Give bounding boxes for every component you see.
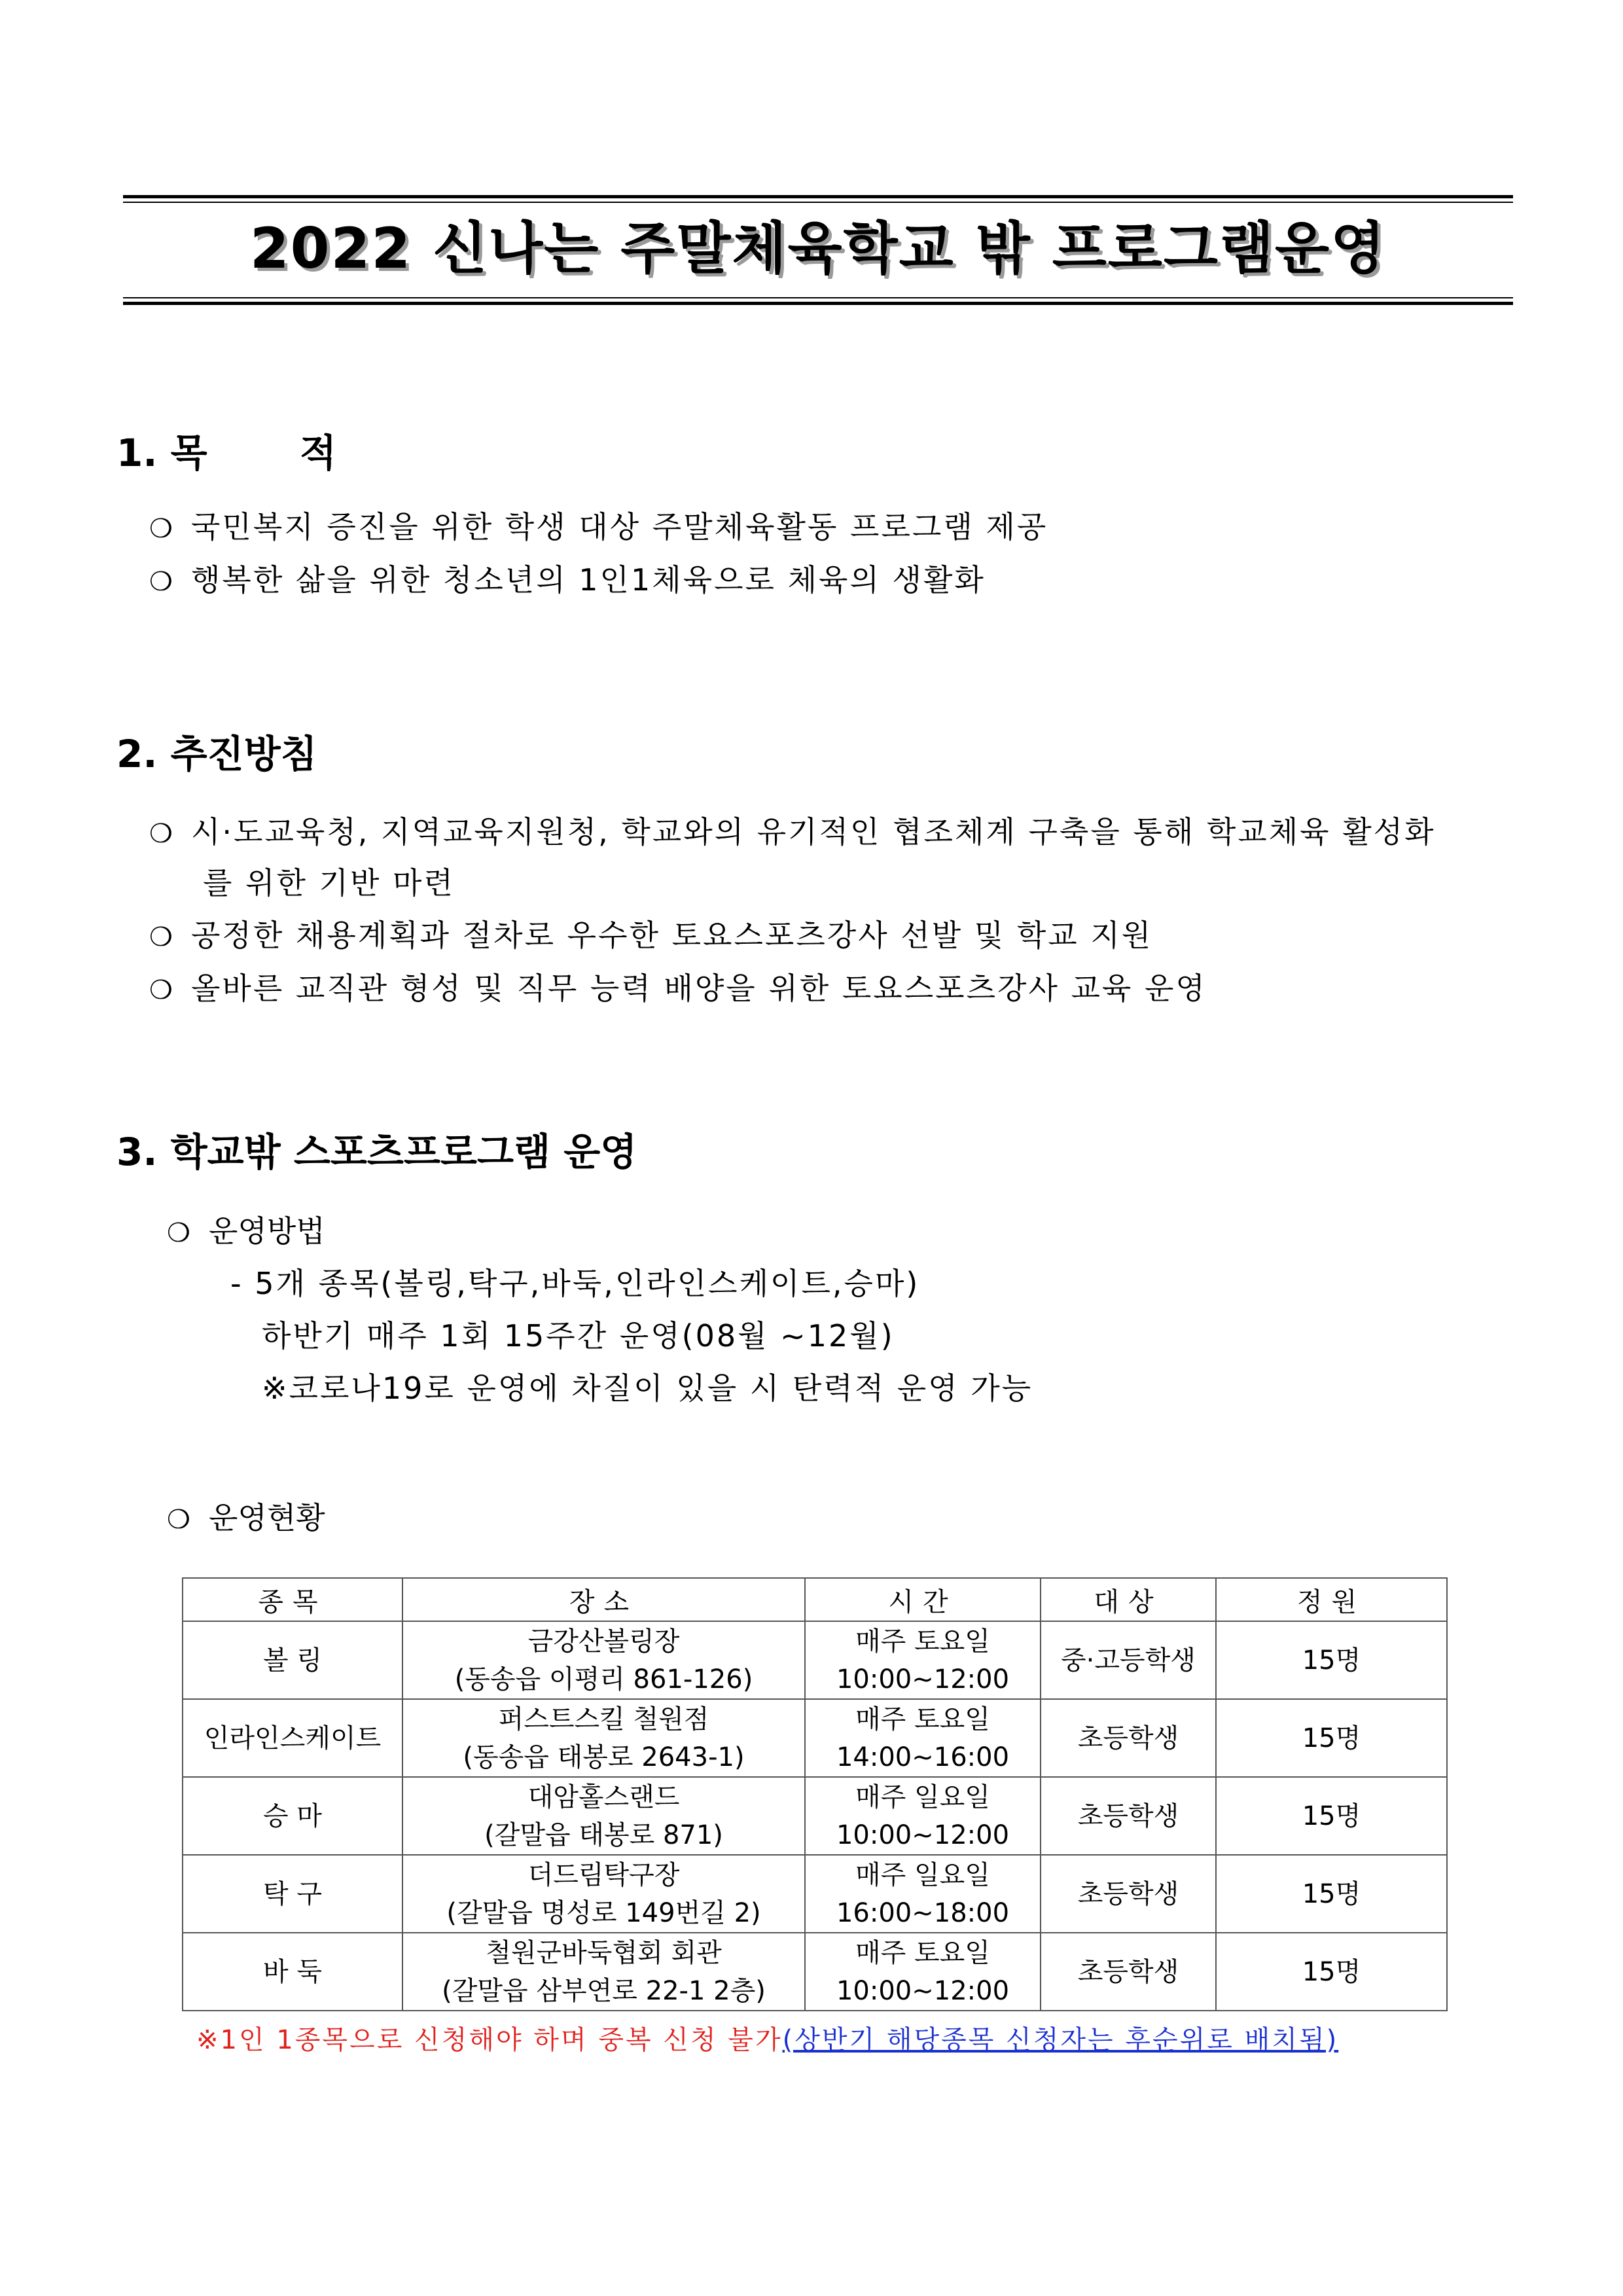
title-bottom-rule-thin — [123, 297, 1513, 298]
circle-bullet-icon: ❍ — [149, 975, 175, 1005]
section-heading-program: 3. 학교밖 스포츠프로그램 운영 — [116, 1130, 637, 1174]
cell-event: 인라인스케이트 — [183, 1699, 402, 1777]
method-label-text: 운영방법 — [209, 1213, 325, 1249]
cell-capacity: 15명 — [1216, 1855, 1447, 1933]
place-name: 철원군바둑협회 회관 — [486, 1937, 722, 1968]
cell-place — [402, 1933, 805, 2011]
schedule-day: 매주 토요일 — [855, 1626, 990, 1657]
section-heading-purpose: 1. 목 적 — [116, 431, 336, 475]
section-heading-policy: 2. 추진방침 — [116, 732, 317, 776]
schedule-day: 매주 일요일 — [855, 1859, 990, 1890]
status-label — [167, 1496, 325, 1541]
cell-place — [402, 1855, 805, 1933]
purpose-bullet-1 — [149, 505, 1048, 550]
bullet-text: 국민복지 증진을 위한 학생 대상 주말체육활동 프로그램 제공 — [191, 509, 1048, 545]
method-line-1: - 5개 종목(볼링,탁구,바둑,인라인스케이트,승마) — [230, 1266, 920, 1301]
title-bottom-rule-thick — [123, 302, 1513, 305]
schedule-day: 매주 일요일 — [855, 1782, 990, 1812]
page-title: 2022 신나는 주말체육학교 밖 프로그램운영 — [249, 216, 1387, 281]
title-top-rule-thick — [123, 195, 1513, 198]
cell-time — [805, 1933, 1041, 2011]
bullet-text: 공정한 채용계획과 절차로 우수한 토요스포츠강사 선발 및 학교 지원 — [191, 918, 1153, 953]
circle-bullet-icon: ❍ — [149, 819, 175, 849]
cell-capacity: 15명 — [1216, 1777, 1447, 1855]
cell-target: 초등학생 — [1041, 1699, 1216, 1777]
table-row — [183, 1621, 1447, 1699]
circle-bullet-icon: ❍ — [167, 1218, 190, 1248]
method-line-3: ※코로나19로 운영에 차질이 있을 시 탄력적 운영 가능 — [262, 1371, 1033, 1406]
cell-place — [402, 1699, 805, 1777]
bullet-text: 행복한 삶을 위한 청소년의 1인1체육으로 체육의 생활화 — [191, 562, 986, 598]
cell-place — [402, 1621, 805, 1699]
place-name: 대암홀스랜드 — [527, 1782, 680, 1812]
schedule-time: 10:00~12:00 — [836, 1975, 1010, 2006]
schedule-day: 매주 토요일 — [855, 1937, 990, 1968]
circle-bullet-icon: ❍ — [149, 922, 175, 952]
header-place: 장소 — [402, 1578, 805, 1621]
place-name: 금강산볼링장 — [527, 1626, 680, 1657]
method-label — [167, 1210, 325, 1255]
bullet-text: 시·도교육청, 지역교육지원청, 학교와의 유기적인 협조체계 구축을 통해 학교체육 활성화 — [191, 814, 1436, 850]
place-name: 퍼스트스킬 철원점 — [498, 1704, 709, 1734]
status-label-text: 운영현황 — [209, 1500, 325, 1535]
cell-target: 초등학생 — [1041, 1855, 1216, 1933]
schedule-time: 10:00~12:00 — [836, 1820, 1010, 1850]
cell-event: 탁 구 — [183, 1855, 402, 1933]
bullet-text: 올바른 교직관 형성 및 직무 능력 배양을 위한 토요스포츠강사 교육 운영 — [191, 971, 1207, 1006]
circle-bullet-icon: ❍ — [167, 1505, 190, 1535]
cell-capacity: 15명 — [1216, 1933, 1447, 2011]
place-address: (동송읍 이평리 861-126) — [454, 1664, 753, 1695]
cell-time — [805, 1777, 1041, 1855]
note-blue-text: (상반기 해당종목 신청자는 후순위로 배치됨) — [782, 2025, 1339, 2055]
table-row — [183, 1855, 1447, 1933]
schedule-time: 16:00~18:00 — [836, 1897, 1010, 1928]
policy-bullet-2 — [149, 914, 1152, 959]
purpose-bullet-2 — [149, 558, 986, 603]
schedule-time: 10:00~12:00 — [836, 1664, 1010, 1695]
cell-target: 초등학생 — [1041, 1933, 1216, 2011]
cell-place — [402, 1777, 805, 1855]
note-red-text: ※1인 1종목으로 신청해야 하며 중복 신청 불가 — [196, 2025, 783, 2055]
cell-time — [805, 1855, 1041, 1933]
place-address: (갈말읍 명성로 149번길 2) — [446, 1897, 761, 1928]
place-address: (갈말읍 삼부연로 22-1 2층) — [442, 1975, 766, 2006]
header-time: 시간 — [805, 1578, 1041, 1621]
method-line-2: 하반기 매주 1회 15주간 운영(08월 ~12월) — [262, 1318, 895, 1354]
cell-capacity: 15명 — [1216, 1699, 1447, 1777]
cell-event: 승 마 — [183, 1777, 402, 1855]
title-top-rule-thin — [123, 202, 1513, 203]
table-row — [183, 1777, 1447, 1855]
application-note — [196, 2019, 1338, 2056]
cell-capacity: 15명 — [1216, 1621, 1447, 1699]
place-name: 더드림탁구장 — [527, 1859, 680, 1890]
place-address: (동송읍 태봉로 2643-1) — [463, 1742, 745, 1772]
policy-bullet-1 — [149, 810, 1436, 855]
table-row — [183, 1699, 1447, 1777]
cell-target: 초등학생 — [1041, 1777, 1216, 1855]
table-row — [183, 1933, 1447, 2011]
circle-bullet-icon: ❍ — [149, 514, 175, 544]
header-target: 대상 — [1041, 1578, 1216, 1621]
cell-target: 중·고등학생 — [1041, 1621, 1216, 1699]
cell-time — [805, 1621, 1041, 1699]
policy-bullet-3 — [149, 967, 1207, 1012]
cell-event: 볼 링 — [183, 1621, 402, 1699]
place-address: (갈말읍 태봉로 871) — [484, 1820, 723, 1850]
policy-bullet-1-continuation: 를 위한 기반 마련 — [203, 865, 455, 901]
header-event: 종목 — [183, 1578, 402, 1621]
circle-bullet-icon: ❍ — [149, 567, 175, 597]
schedule-time: 14:00~16:00 — [836, 1742, 1010, 1772]
operation-status-table — [182, 1577, 1448, 2011]
schedule-day: 매주 토요일 — [855, 1704, 990, 1734]
table-header-row — [183, 1578, 1447, 1621]
cell-event: 바 둑 — [183, 1933, 402, 2011]
header-capacity: 정원 — [1216, 1578, 1447, 1621]
cell-time — [805, 1699, 1041, 1777]
